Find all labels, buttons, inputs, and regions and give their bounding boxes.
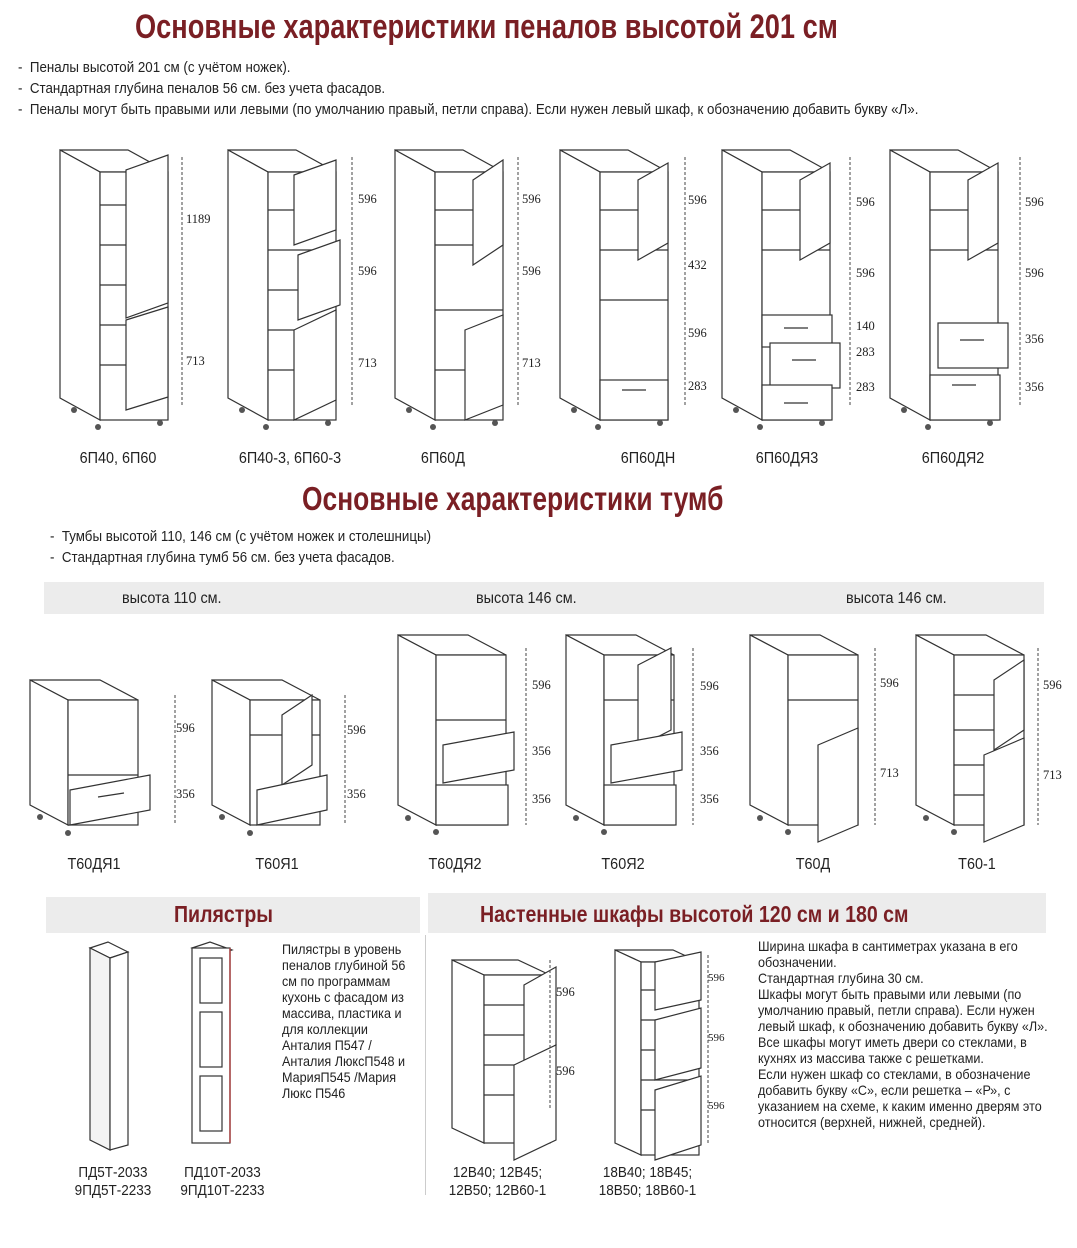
pilaster-label xyxy=(171,1164,275,1200)
tumb-model-label: Т60ДЯ1 xyxy=(67,856,121,873)
dim-label: 596 xyxy=(556,985,575,999)
penal-model-label: 6П60Д xyxy=(420,450,466,467)
penal-drawing xyxy=(228,150,340,430)
dim-label: 283 xyxy=(856,345,875,359)
dim-label: 356 xyxy=(1025,380,1044,394)
wall-cabinets-description xyxy=(758,938,1055,1130)
pilasters-description: Пилястры в уровень пеналов глубиной 56 см по программам кухонь с фасадом из массива, пластика и для коллекции Анталия П547 /Анталия ЛюксП548 и МарияП545 /Мария Люкс П546 xyxy=(282,941,406,1101)
penal-drawing xyxy=(560,150,668,430)
tumb-drawing xyxy=(750,635,858,842)
penal-model-label: 6П60ДЯ3 xyxy=(755,450,819,467)
penal-drawing xyxy=(60,150,168,430)
tumb-drawing xyxy=(30,680,150,836)
dim-label: 596 xyxy=(856,266,875,280)
dim-label: 432 xyxy=(688,258,707,272)
pilaster-label-line: 9ПД10Т-2233 xyxy=(180,1182,265,1199)
dim-label: 713 xyxy=(186,354,205,368)
wall-text-paragraph: Шкафы могут быть правыми или левыми (по умолчанию правый, петли справа). Если нужен левый шкаф, к обозначению добавить букву «Л». xyxy=(758,986,1048,1034)
wall-text-paragraph: Если нужен шкаф со стеклами, в обозначение добавить букву «С», если решетка – «Р», с указанием на схеме, к каким именно дверям это относится (верхней, нижней, средней). xyxy=(758,1066,1042,1130)
dim-label: 596 xyxy=(522,264,541,278)
dim-label: 140 xyxy=(856,319,875,333)
pilasters-title: Пилястры xyxy=(174,901,273,927)
penal-model-label: 6П40-3, 6П60-3 xyxy=(238,450,342,467)
wall-text-paragraph: Стандартная глубина 30 см. xyxy=(758,970,924,986)
dim-label: 713 xyxy=(1043,768,1062,782)
height-label: высота 146 см. xyxy=(476,590,577,607)
pilaster-label-line: ПД5Т-2033 xyxy=(78,1164,148,1181)
dim-label: 596 xyxy=(176,721,195,735)
penals-notes xyxy=(18,58,918,121)
pilaster-label-line: ПД10Т-2033 xyxy=(184,1164,261,1181)
dim-label: 356 xyxy=(1025,332,1044,346)
height-label: высота 110 см. xyxy=(122,590,222,607)
wall-cabinet-drawing xyxy=(452,960,556,1160)
dim-label: 713 xyxy=(358,356,377,370)
dim-label: 356 xyxy=(347,787,366,801)
dim-label: 596 xyxy=(1025,266,1044,280)
tumb-drawing xyxy=(916,635,1024,842)
wall-cabinet-label-line: 18В40; 18В45; xyxy=(602,1164,693,1181)
wall-cabinet-drawing xyxy=(615,950,701,1160)
height-label: высота 146 см. xyxy=(846,590,947,607)
wall-cabinet-label-line: 12В50; 12В60-1 xyxy=(448,1182,547,1199)
dim-label: 596 xyxy=(532,678,551,692)
dim-label: 356 xyxy=(532,792,551,806)
dim-label: 596 xyxy=(856,195,875,209)
dim-label: 596 xyxy=(708,1032,725,1044)
dim-label: 596 xyxy=(688,326,707,340)
pilaster-drawing xyxy=(90,942,128,1150)
penals-note: - Пеналы высотой 201 см (с учётом ножек). xyxy=(18,58,918,79)
dim-label: 356 xyxy=(700,792,719,806)
section-title: Основные характеристики тумб xyxy=(302,480,724,517)
dim-label: 356 xyxy=(176,787,195,801)
wall-cabinet-label-line: 18В50; 18В60-1 xyxy=(598,1182,697,1199)
dim-label: 596 xyxy=(358,192,377,206)
dim-label: 356 xyxy=(700,744,719,758)
penal-model-label: 6П60ДЯ2 xyxy=(921,450,985,467)
penal-model-label: 6П40, 6П60 xyxy=(79,450,157,467)
tumb-drawing xyxy=(212,680,327,836)
penal-drawing xyxy=(890,150,1008,430)
dim-label: 596 xyxy=(700,679,719,693)
dim-label: 596 xyxy=(358,264,377,278)
dim-label: 283 xyxy=(856,380,875,394)
wall-text-paragraph: Ширина шкафа в сантиметрах указана в его обозначении. xyxy=(758,938,1018,970)
dim-label: 596 xyxy=(556,1064,575,1078)
page-title: Основные характеристики пеналов высотой 201 см xyxy=(135,8,838,46)
dim-label: 596 xyxy=(708,1100,725,1112)
dim-label: 596 xyxy=(1043,678,1062,692)
wall-cabinet-label-line: 12В40; 12В45; xyxy=(452,1164,543,1181)
dim-label: 283 xyxy=(688,379,707,393)
penals-drawings xyxy=(0,135,1077,435)
penal-drawing xyxy=(395,150,503,430)
penals-note: - Пеналы могут быть правыми или левыми (по умолчанию правый, петли справа). Если нужен левый шкаф, к обозначению добавить букву «Л». xyxy=(18,100,918,121)
pilasters-drawings xyxy=(80,940,260,1160)
pilaster-label xyxy=(64,1164,163,1200)
pilaster-drawing xyxy=(192,942,232,1143)
wall-text-paragraph: Все шкафы могут иметь двери со стеклами, в кухнях из массива также с решетками. xyxy=(758,1034,1027,1066)
tumb-model-label: Т60-1 xyxy=(958,856,996,873)
dim-label: 1189 xyxy=(186,212,211,226)
tumb-drawing xyxy=(566,635,682,835)
dim-label: 596 xyxy=(688,193,707,207)
dim-label: 596 xyxy=(347,723,366,737)
dim-label: 596 xyxy=(1025,195,1044,209)
penal-drawing xyxy=(722,150,840,430)
tumb-model-label: Т60Я1 xyxy=(255,856,299,873)
dim-label: 713 xyxy=(522,356,541,370)
tumb-note: - Стандартная глубина тумб 56 см. без учета фасадов. xyxy=(50,548,431,569)
penals-note: - Стандартная глубина пеналов 56 см. без учета фасадов. xyxy=(18,79,918,100)
divider xyxy=(425,935,426,1195)
tumb-model-label: Т60Я2 xyxy=(601,856,645,873)
tumbs-drawings xyxy=(0,620,1077,850)
wall-cabinet-label xyxy=(441,1164,554,1200)
dim-label: 596 xyxy=(880,676,899,690)
tumb-notes xyxy=(50,527,431,569)
tumb-model-label: Т60ДЯ2 xyxy=(428,856,482,873)
pilaster-label-line: 9ПД5Т-2233 xyxy=(74,1182,152,1199)
tumb-model-label: Т60Д xyxy=(795,856,831,873)
dim-label: 596 xyxy=(522,192,541,206)
dim-label: 356 xyxy=(532,744,551,758)
dim-label: 713 xyxy=(880,766,899,780)
wall-cabinets-drawings xyxy=(440,940,740,1170)
wall-cabinet-label xyxy=(591,1164,704,1200)
tumb-drawing xyxy=(398,635,514,835)
penal-model-label: 6П60ДН xyxy=(620,450,676,467)
tumb-note: - Тумбы высотой 110, 146 см (с учётом ножек и столешницы) xyxy=(50,527,431,548)
dim-label: 596 xyxy=(708,972,725,984)
wall-title: Настенные шкафы высотой 120 см и 180 см xyxy=(480,901,909,927)
